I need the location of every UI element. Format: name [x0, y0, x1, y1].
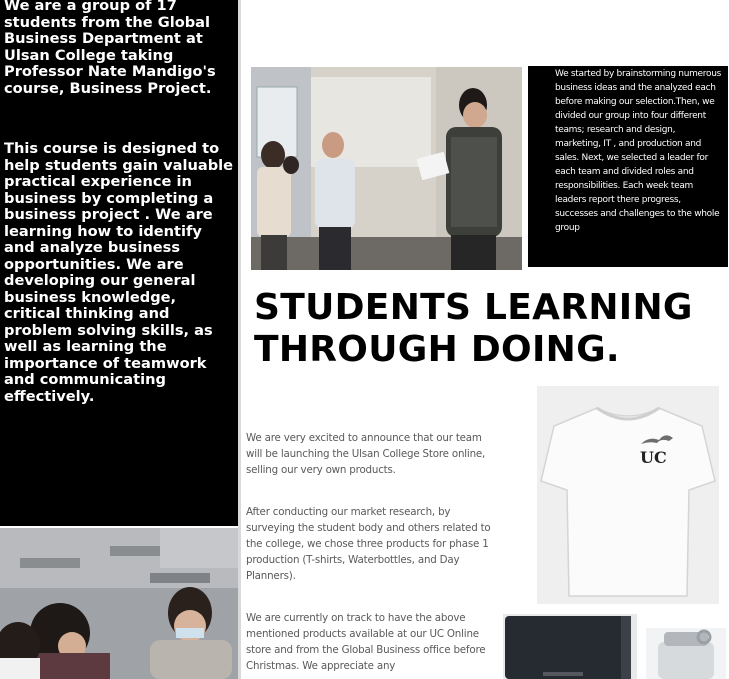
tshirt-logo-text: UC [640, 448, 667, 467]
team-process-text: We started by brainstorming numerous business ideas and the analyzed each before making our selection.Then, we divided our group into four different teams; research and design, marketing, IT , and production and sales. Next, we selected a leader for each team and divided roles and responsibilities. Each week team leaders report there progress, successes and challenges to the whole group [555, 69, 722, 233]
availability-paragraph: We are currently on track to have the above mentioned products available at our UC Online store and from the Global Business office before Christmas. We appreciate any [246, 612, 486, 672]
headline [254, 287, 724, 371]
intro-paragraph: We are a group of 17 students from the Global Business Department at Ulsan College taking Professor Nate Mandigo's course, Business Project. [4, 0, 216, 97]
course-description-paragraph: This course is designed to help students gain valuable practical experience in business by completing a business project . We are learning how to identify and analyze business opportunities. We are developing our general business knowledge, critical thinking and problem solving skills, as well as learning the importance of teamwork and communicating effectively. [4, 140, 234, 405]
team-meeting-photo [251, 67, 522, 270]
team-process-box [528, 66, 728, 267]
classroom-photo [0, 528, 238, 679]
water-bottle-photo [646, 628, 726, 679]
headline-line-2: THROUGH DOING. [254, 329, 620, 370]
column-divider [238, 0, 241, 679]
headline-line-1: STUDENTS LEARNING [254, 287, 693, 328]
tshirt-product-photo [537, 386, 719, 604]
announcement-paragraph: We are very excited to announce that our team will be launching the Ulsan College Store online, selling our very own products. [246, 432, 486, 476]
market-research-paragraph: After conducting our market research, by surveying the student body and others related to the college, we chose three products for phase 1 production (T-shirts, Waterbottles, and Day Planners). [246, 506, 491, 582]
day-planner-photo [503, 614, 637, 679]
intro-panel [0, 0, 238, 526]
